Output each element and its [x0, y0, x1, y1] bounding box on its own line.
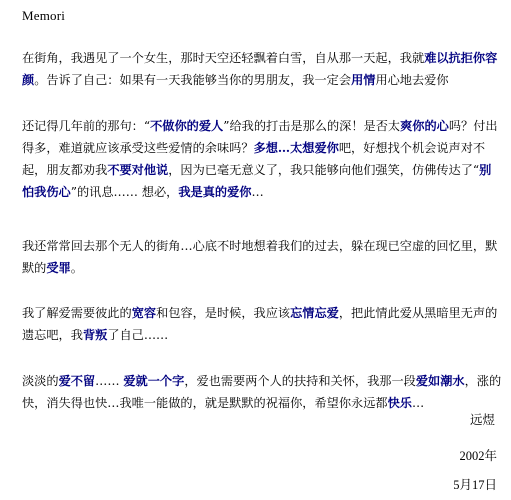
- text-run: 我了解爱需要彼此的: [22, 306, 132, 320]
- highlighted-phrase: 背叛: [82, 328, 108, 342]
- highlighted-phrase: 爽你的心: [400, 119, 449, 133]
- text-run: 在街角，我遇见了一个女生，那时天空还轻飘着白雪，自从那一天起，我就: [22, 51, 425, 65]
- signature-year: 2002年: [459, 449, 497, 463]
- text-run: 。: [70, 261, 83, 275]
- highlighted-phrase: 不要对他说: [107, 163, 169, 177]
- highlighted-phrase: 宽容: [131, 306, 157, 320]
- document-title: Memori: [22, 8, 66, 23]
- highlighted-phrase: 快乐: [387, 396, 412, 410]
- highlighted-phrase: 我是真的爱你: [178, 185, 252, 199]
- highlighted-phrase: 不做你的爱人: [150, 119, 224, 133]
- text-run: …: [251, 185, 264, 199]
- highlighted-phrase: 爱就一个字: [123, 374, 185, 388]
- paragraph-5: [22, 370, 502, 414]
- text-run: 和包容，是时候，我应该: [156, 306, 291, 320]
- paragraph-2: [22, 115, 502, 203]
- text-run: ，爱也需要两个人的扶持和关怀，我那一段: [184, 374, 416, 388]
- text-run: ，把此情此爱从黑暗里无声的遗忘吧，我: [22, 306, 498, 342]
- paragraph-4: [22, 302, 502, 346]
- highlighted-phrase: 爱不留: [58, 374, 96, 388]
- highlighted-phrase: 爱如潮水: [415, 374, 465, 388]
- text-run: ”的讯息…… 想必，: [70, 185, 179, 199]
- highlighted-phrase: 用情: [351, 73, 376, 87]
- highlighted-phrase: 受罪: [46, 261, 71, 275]
- text-run: 淡淡的: [22, 374, 59, 388]
- text-run: 吧，好想找个机会说声对不起，朋友都劝我: [22, 141, 486, 177]
- text-run: 我还常常回去那个无人的街角…心底不时地想着我们的过去，躲在现已空虚的回忆里，默默的: [22, 239, 498, 275]
- signature-date: 5月17日: [453, 478, 497, 492]
- text-run: …: [412, 396, 425, 410]
- highlighted-phrase: 难以抗拒你容颜: [22, 51, 498, 87]
- text-run: ，涨的快，消失得也快…我唯一能做的，就是默默的祝福你，希望你永远都: [22, 374, 502, 410]
- paragraph-1: [22, 47, 502, 91]
- highlighted-phrase: 忘情忘爱: [290, 306, 339, 320]
- text-run: 吗？付出得多，难道就应该承受这些爱情的余味吗？: [22, 119, 498, 155]
- text-run: 。告诉了自己：如果有一天我能够当你的男朋友，我一定会: [34, 73, 352, 87]
- highlighted-phrase: 别怕我伤心: [22, 163, 492, 199]
- paragraph-3: [22, 235, 502, 279]
- text-run: ……: [95, 374, 124, 388]
- text-run: ”给我的打击是那么的深！是否太: [223, 119, 401, 133]
- text-run: 了自己……: [107, 328, 169, 342]
- signature-name: 远煜: [469, 413, 495, 427]
- text-run: ，因为已毫无意义了，我只能够向他们强笑，仿佛传达了“: [168, 163, 480, 177]
- text-run: 用心地去爱你: [375, 73, 449, 87]
- highlighted-phrase: 多想…太想爱你: [253, 141, 339, 155]
- text-run: 还记得几年前的那句：“: [22, 119, 151, 133]
